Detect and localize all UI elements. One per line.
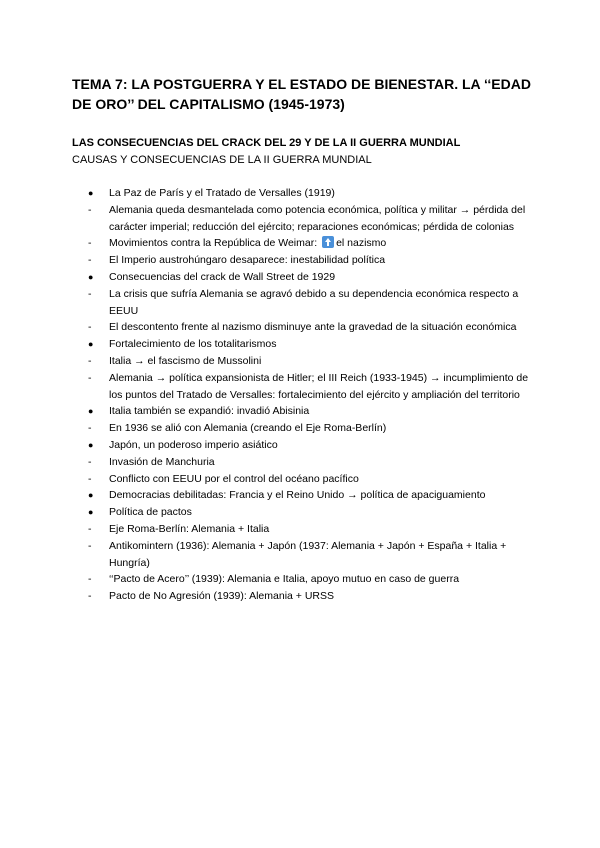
list-item-text: Invasión de Manchuria [109, 455, 215, 468]
bullet-marker: ● [88, 271, 94, 282]
list-item-text: ‘‘Pacto de Acero’’ (1939): Alemania e Italia, apoyo mutuo en caso de guerra [109, 573, 460, 586]
list-item-text: Italia → el fascismo de Mussolini [109, 354, 262, 367]
dash-marker: - [88, 455, 92, 468]
dash-marker: - [88, 354, 92, 367]
bullet-marker: ● [88, 339, 94, 350]
list-item-text: Antikomintern (1936): Alemania + Japón (1937: Alemania + Japón + España + Italia + Hungría) [109, 539, 507, 569]
list-item-text: Conflicto con EEUU por el control del océano pacífico [109, 472, 359, 485]
list-item [72, 420, 532, 437]
list-item [72, 504, 532, 521]
list-item-text: el nazismo [336, 237, 387, 250]
list-item [72, 588, 532, 605]
list-item-text: Consecuencias del crack de Wall Street de 1929 [109, 270, 336, 283]
list-item-text: Pacto de No Agresión (1939): Alemania + URSS [109, 590, 335, 603]
up-arrow-emoji-icon [322, 236, 334, 248]
list-item [72, 202, 532, 236]
dash-marker: - [88, 254, 92, 267]
list-item [72, 269, 532, 286]
section-heading: LAS CONSECUENCIAS DEL CRACK DEL 29 Y DE LA II GUERRA MUNDIAL [72, 137, 461, 149]
bullet-marker: ● [88, 406, 94, 417]
list-item [72, 185, 532, 202]
list-item-text: Movimientos contra la República de Weimar: [109, 237, 321, 250]
list-item [72, 403, 532, 420]
list-item-text: Alemania queda desmantelada como potencia económica, política y militar → pérdida del carácter imperial; reducción del ejército; reparaciones económicas; pérdida de colonias [109, 203, 526, 233]
dash-marker: - [88, 422, 92, 435]
list-item [72, 235, 532, 252]
list-item [72, 252, 532, 269]
list-item-text: El descontento frente al nazismo disminuye ante la gravedad de la situación económica [109, 321, 517, 334]
dash-marker: - [88, 573, 92, 586]
dash-marker: - [88, 472, 92, 485]
list-item [72, 471, 532, 488]
list-item-text: Italia también se expandió: invadió Abisinia [109, 405, 310, 418]
dash-marker: - [88, 203, 92, 216]
list-item-text: Política de pactos [109, 506, 192, 519]
list-item [72, 538, 532, 572]
dash-marker: - [88, 321, 92, 334]
dash-marker: - [88, 237, 92, 250]
list-item-text: Alemania → política expansionista de Hitler; el III Reich (1933-1945) → incumplimiento de los puntos del Tratado de Versalles: fortalecimiento del ejército y ampliación del territorio [109, 371, 529, 401]
bullet-marker: ● [88, 188, 94, 198]
list-item-text: El Imperio austrohúngaro desaparece: inestabilidad política [109, 254, 386, 267]
list-item [72, 571, 532, 588]
list-item-text: En 1936 se alió con Alemania (creando el Eje Roma-Berlín) [109, 422, 387, 435]
list-item [72, 487, 532, 504]
list-item [72, 353, 532, 370]
bullet-marker: ● [88, 439, 94, 450]
list-item-text: Democracias debilitadas: Francia y el Reino Unido → política de apaciguamiento [109, 489, 486, 502]
list-item [72, 286, 532, 320]
list-item-text: Japón, un poderoso imperio asiático [109, 438, 278, 451]
document-title: TEMA 7: LA POSTGUERRA Y EL ESTADO DE BIENESTAR. LA ‘‘EDAD DE ORO’’ DEL CAPITALISMO (1945-1973) [72, 76, 531, 112]
list-item [72, 336, 532, 353]
list-item [72, 521, 532, 538]
dash-marker: - [88, 539, 92, 552]
list-item [72, 454, 532, 471]
list-item [72, 437, 532, 454]
notes-list [72, 185, 532, 605]
subsection-heading: CAUSAS Y CONSECUENCIAS DE LA II GUERRA MUNDIAL [72, 154, 372, 166]
dash-marker: - [88, 371, 92, 384]
bullet-marker: ● [88, 507, 94, 518]
dash-marker: - [88, 590, 92, 603]
list-item [72, 370, 532, 404]
list-item [72, 319, 532, 336]
list-item-text: La crisis que sufría Alemania se agravó debido a su dependencia económica respecto a EEUU [109, 287, 519, 317]
dash-marker: - [88, 287, 92, 300]
list-item-text: La Paz de París y el Tratado de Versalles (1919) [109, 187, 335, 199]
list-item-text: Fortalecimiento de los totalitarismos [109, 338, 277, 351]
dash-marker: - [88, 522, 92, 535]
bullet-marker: ● [88, 490, 94, 501]
list-item-text: Eje Roma-Berlín: Alemania + Italia [109, 522, 270, 535]
